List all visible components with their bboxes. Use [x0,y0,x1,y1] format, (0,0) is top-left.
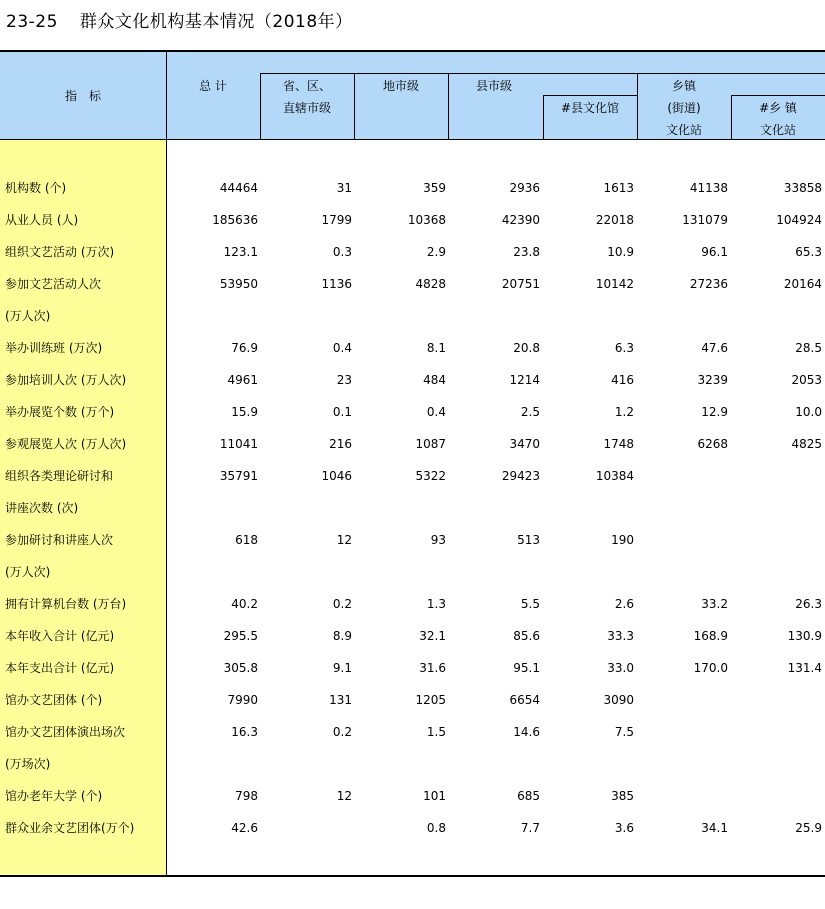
row-label: (万人次) [5,309,51,323]
table-cell [260,820,352,836]
table-cell: 12 [336,789,352,803]
table-cell [636,500,728,516]
row-label: 馆办文艺团体 (个) [5,693,103,707]
table-cell: 31 [336,181,352,195]
table-cell: 216 [329,437,352,451]
table-cell: 95.1 [513,661,540,675]
table-cell [636,532,728,548]
table-cell: 29423 [501,469,540,483]
table-cell: 41138 [689,181,728,195]
table-cell [636,564,728,580]
row-label: 参观展览人次 (万人次) [5,437,127,451]
table-cell: 359 [423,181,446,195]
table-cell: 3.6 [614,821,634,835]
table-cell: 6.3 [614,341,634,355]
header-county-cultural-center: #县文化馆 [560,101,620,115]
table-cell: 47.6 [701,341,728,355]
table-cell: 5322 [415,469,446,483]
table-cell: 295.5 [223,629,258,643]
table-cell: 1.2 [614,405,634,419]
header-divider [448,73,449,140]
table-number: 23-25 [6,12,58,32]
table-cell: 10384 [595,469,634,483]
table-cell: 34.1 [701,821,728,835]
row-label: 举办展览个数 (万个) [5,405,115,419]
table-cell [166,756,258,772]
table-cell: 131.4 [787,661,822,675]
table-cell: 8.9 [332,629,352,643]
table-cell: 1046 [321,469,352,483]
table-cell: 12.9 [701,405,728,419]
row-label: 拥有计算机台数 (万台) [5,597,127,611]
page-title [6,7,353,32]
table-cell: 4828 [415,277,446,291]
table-cell: 513 [517,533,540,547]
row-label: 参加培训人次 (万人次) [5,373,127,387]
table-cell: 305.8 [223,661,258,675]
table-cell: 10368 [407,213,446,227]
table-cell [166,500,258,516]
table-cell [354,564,446,580]
table-cell: 1136 [321,277,352,291]
table-cell: 131 [329,693,352,707]
table-cell [730,308,822,324]
header-township-line2: (街道) [667,101,701,115]
table-cell [260,756,352,772]
table-cell: 1205 [415,693,446,707]
table-cell: 10.0 [795,405,822,419]
header-mid-rule [260,73,825,74]
row-label: 参加文艺活动人次 [5,277,102,291]
table-cell [730,692,822,708]
header-provincial-line1: 省、区、 [282,79,331,93]
row-label: 馆办老年大学 (个) [5,789,103,803]
table-cell: 131079 [682,213,728,227]
table-cell: 42390 [501,213,540,227]
table-cell: 2.5 [520,405,540,419]
table-cell: 618 [235,533,258,547]
table-cell: 23.8 [513,245,540,259]
table-cell [730,532,822,548]
header-county: 县市级 [476,79,513,93]
table-cell: 2.9 [426,245,446,259]
table-cell: 16.3 [231,725,258,739]
table-cell: 93 [430,533,446,547]
table-cell: 85.6 [513,629,540,643]
table-cell: 0.3 [332,245,352,259]
table-cell: 1.3 [426,597,446,611]
row-label: 群众业余文艺团体(万个) [5,821,135,835]
table-cell: 484 [423,373,446,387]
row-label: 从业人员 (人) [5,213,79,227]
header-provincial-line2: 直辖市级 [282,101,331,115]
table-cell: 1214 [509,373,540,387]
table-cell [730,788,822,804]
row-label: (万场次) [5,757,51,771]
table-cell: 101 [423,789,446,803]
table-cell: 33.0 [607,661,634,675]
table-cell: 12 [336,533,352,547]
table-cell [730,724,822,740]
table-cell: 185636 [212,213,258,227]
table-cell [542,500,634,516]
table-cell [636,756,728,772]
row-label: 讲座次数 (次) [5,501,79,515]
table-cell: 2.6 [614,597,634,611]
table-cell: 23 [336,373,352,387]
table-cell: 15.9 [231,405,258,419]
county-sub-rule [543,95,637,96]
table-cell: 7990 [227,693,258,707]
table-cell [260,500,352,516]
table-cell [636,308,728,324]
table-cell: 0.8 [426,821,446,835]
table-cell: 123.1 [223,245,258,259]
table-cell: 8.1 [426,341,446,355]
table-cell: 33.3 [607,629,634,643]
table-cell [636,724,728,740]
row-label: 组织文艺活动 (万次) [5,245,115,259]
row-label: 馆办文艺团体演出场次 [5,725,126,739]
table-cell [542,308,634,324]
table-cell: 3090 [603,693,634,707]
table-cell: 1799 [321,213,352,227]
table-cell: 190 [611,533,634,547]
table-cell: 44464 [219,181,258,195]
table-cell [636,692,728,708]
row-label: 参加研讨和讲座人次 [5,533,114,547]
table-cell: 385 [611,789,634,803]
bottom-rule [0,875,825,877]
header-total: 总 计 [199,79,227,93]
table-cell [448,500,540,516]
table-cell: 1748 [603,437,634,451]
table-cell: 20164 [783,277,822,291]
table-cell: 2936 [509,181,540,195]
table-cell: 0.4 [332,341,352,355]
row-label: 本年支出合计 (亿元) [5,661,115,675]
table-cell: 33858 [783,181,822,195]
table-cell: 32.1 [419,629,446,643]
table-cell: 28.5 [795,341,822,355]
table-cell: 104924 [776,213,822,227]
table-cell: 0.4 [426,405,446,419]
table-cell: 22018 [595,213,634,227]
township-sub-rule [731,95,825,96]
header-township-line1: 乡镇 [671,79,696,93]
table-cell: 96.1 [701,245,728,259]
table-cell: 10142 [595,277,634,291]
table-cell [260,564,352,580]
table-cell [730,564,822,580]
table-cell: 1.5 [426,725,446,739]
header-township-station-line2: 文化站 [759,123,796,137]
table-cell [448,564,540,580]
table-cell: 0.2 [332,725,352,739]
table-cell: 0.2 [332,597,352,611]
table-cell: 0.1 [332,405,352,419]
table-cell: 3239 [697,373,728,387]
table-cell: 10.9 [607,245,634,259]
table-cell: 7.5 [614,725,634,739]
table-cell: 7.7 [520,821,540,835]
table-cell: 53950 [219,277,258,291]
table-cell: 20.8 [513,341,540,355]
table-cell: 9.1 [332,661,352,675]
table-cell: 168.9 [693,629,728,643]
row-label: (万人次) [5,565,51,579]
table-cell [636,788,728,804]
header-township-line3: 文化站 [665,123,702,137]
top-rule [0,50,825,52]
table-cell: 4825 [791,437,822,451]
table-cell [448,756,540,772]
row-label: 本年收入合计 (亿元) [5,629,115,643]
header-township-station-line1: #乡 镇 [759,101,797,115]
table-cell: 27236 [689,277,728,291]
table-cell: 170.0 [693,661,728,675]
header-bottom-rule [0,139,825,140]
table-cell: 33.2 [701,597,728,611]
table-cell: 6268 [697,437,728,451]
table-cell: 1087 [415,437,446,451]
table-title: 群众文化机构基本情况（2018年） [79,12,353,32]
row-label: 举办训练班 (万次) [5,341,103,355]
table-cell: 1613 [603,181,634,195]
table-cell [542,564,634,580]
table-cell [730,468,822,484]
table-cell: 2053 [791,373,822,387]
table-cell: 35791 [219,469,258,483]
table-cell [166,564,258,580]
table-cell [354,500,446,516]
table-cell [636,468,728,484]
table-cell: 14.6 [513,725,540,739]
table-cell [542,756,634,772]
table-cell: 3470 [509,437,540,451]
row-label: 组织各类理论研讨和 [5,469,114,483]
table-cell: 4961 [227,373,258,387]
table-cell: 25.9 [795,821,822,835]
table-cell: 6654 [509,693,540,707]
table-cell: 798 [235,789,258,803]
table-cell [354,756,446,772]
table-cell: 20751 [501,277,540,291]
table-cell: 130.9 [787,629,822,643]
table-cell: 76.9 [231,341,258,355]
header-prefecture: 地市级 [382,79,419,93]
table-cell [260,308,352,324]
table-cell: 5.5 [520,597,540,611]
table-cell: 685 [517,789,540,803]
table-cell: 416 [611,373,634,387]
table-cell [730,500,822,516]
table-cell: 65.3 [795,245,822,259]
table-cell: 26.3 [795,597,822,611]
header-indicator: 指 标 [64,89,101,103]
row-label: 机构数 (个) [5,181,67,195]
table-cell [166,308,258,324]
table-cell: 42.6 [231,821,258,835]
table-cell [448,308,540,324]
table-cell [354,308,446,324]
stub-divider [166,52,167,875]
table-cell: 11041 [219,437,258,451]
table-cell: 31.6 [419,661,446,675]
table-cell: 40.2 [231,597,258,611]
table-cell [730,756,822,772]
